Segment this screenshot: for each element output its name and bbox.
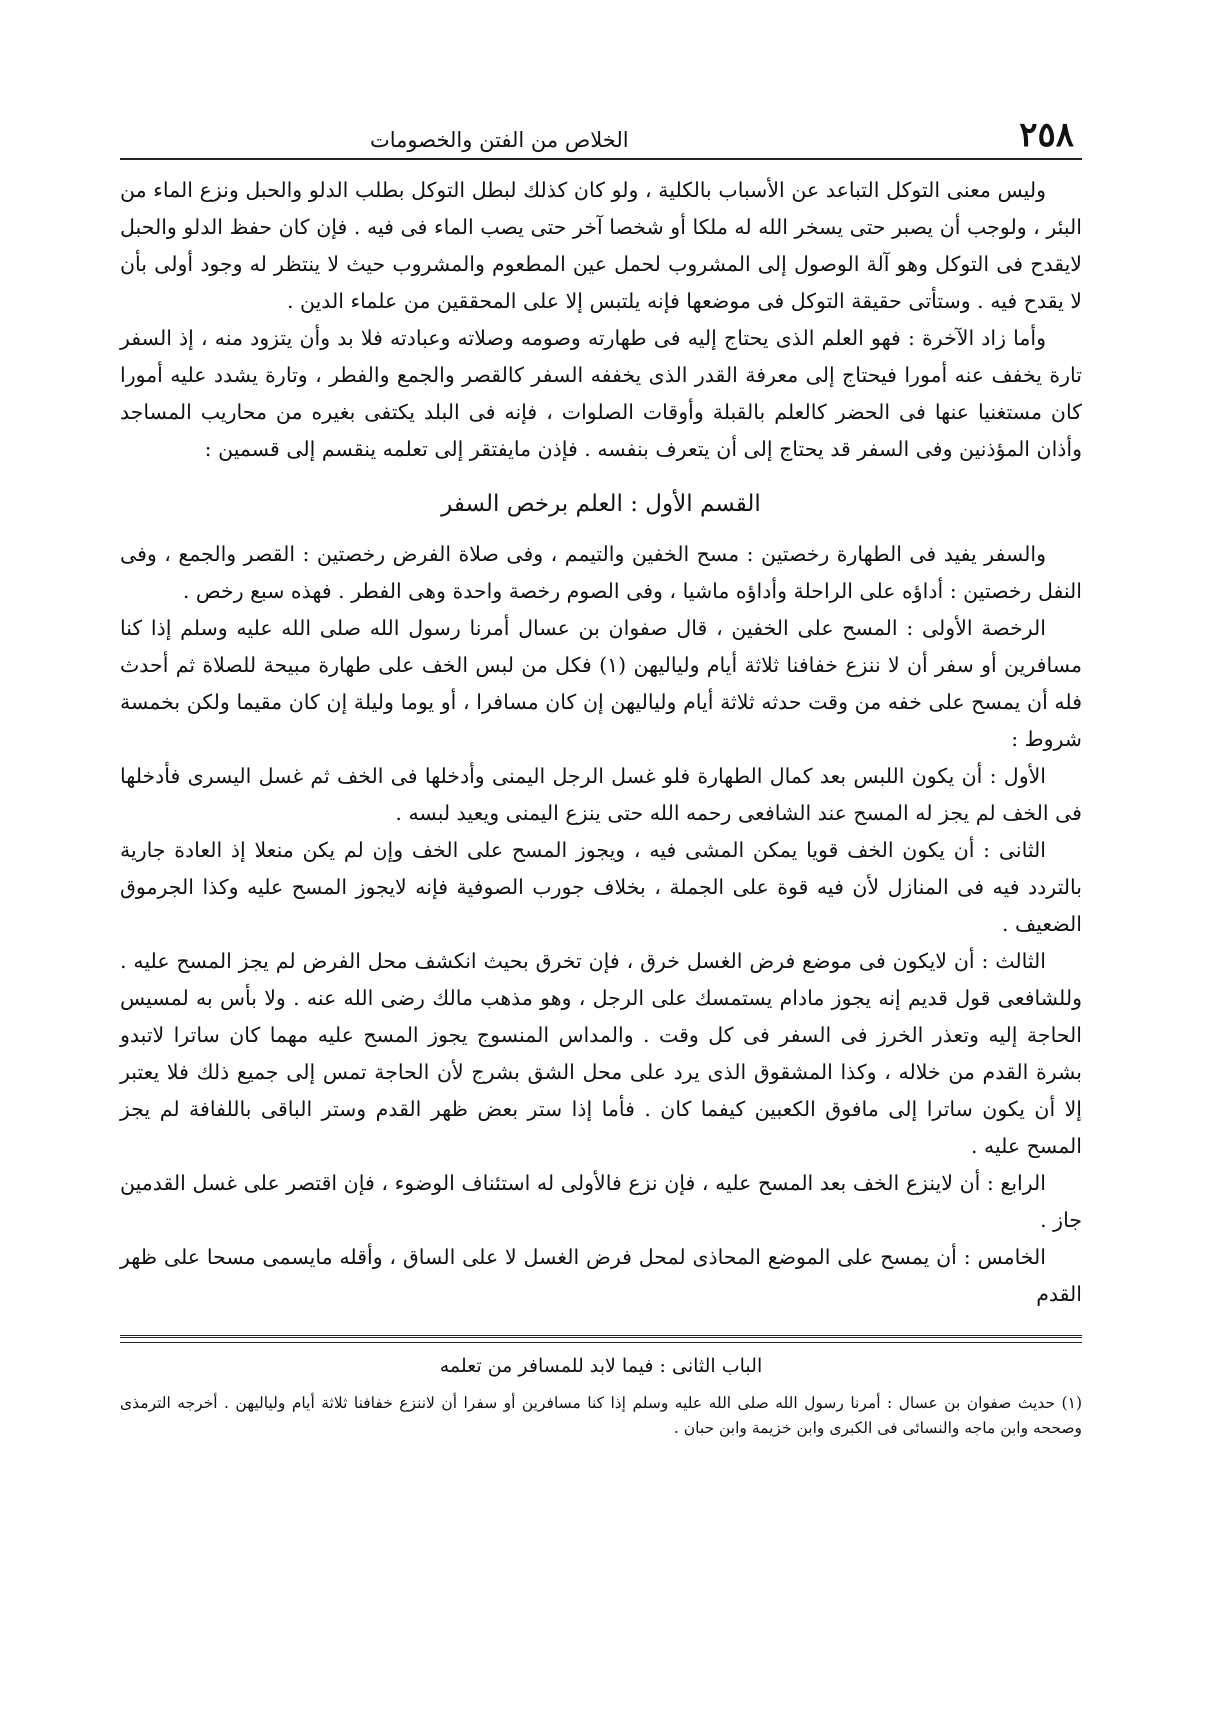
paragraph: وأما زاد الآخرة : فهو العلم الذى يحتاج إليه فى طهارته وصومه وصلاته وعبادته فلا بد وأن يتزود منه ، إذ السفر تارة يخفف عنه أمورا فيحتاج إلى معرفة القدر الذى يخففه السفر كالقصر والجمع والفطر ، وتارة يشدد عليه أمورا كان مستغنيا عنها فى الحضر كالعلم بالقبلة وأوقات الصلوات ، فإنه فى البلد يكتفى بغيره من محاريب المساجد وأذان المؤذنين وفى السفر قد يحتاج إلى أن يتعرف بنفسه . فإذن مايفتقر إلى تعلمه ينقسم إلى قسمين : bbox=[120, 326, 1082, 461]
footer-divider bbox=[120, 1335, 1082, 1343]
footnote: (١) حديث صفوان بن عسال : أمرنا رسول الله صلى الله عليه وسلم إذا كنا مسافرين أو سفرا أن لاننزع خفافنا ثلاثة أيام ولياليهن . أخرجه الترمذى وصححه وابن ماجه والنسائى فى الكبرى وابن خزيمة وابن حبان . bbox=[120, 1394, 1082, 1437]
paragraph: والسفر يفيد فى الطهارة رخصتين : مسح الخفين والتيمم ، وفى صلاة الفرض رخصتين : القصر والجمع ، وفى النفل رخصتين : أداؤه على الراحلة وأداؤه ماشيا ، وفى الصوم رخصة واحدة وهى الفطر . فهذه سبع رخص . bbox=[120, 542, 1082, 603]
paragraph: الثالث : أن لايكون فى موضع فرض الغسل خرق ، فإن تخرق بحيث انكشف محل الفرض لم يجز المسح عليه . وللشافعى قول قديم إنه يجوز مادام يستمسك على الرجل ، وهو مذهب مالك رضى الله عنه . ولا بأس به لمسيس الحاجة إليه وتعذر الخرز فى السفر فى كل وقت . والمداس المنسوج يجوز المسح عليه مهما كان ساترا لاتبدو بشرة القدم من خلاله ، وكذا المشقوق الذى يرد على محل الشق بشرج لأن الحاجة تمس إلى جميع ذلك فلا يعتبر إلا أن يكون ساترا إلى مافوق الكعبين كيفما كان . فأما إذا ستر بعض ظهر القدم وستر الباقى باللفافة لم يجز المسح عليه . bbox=[120, 949, 1082, 1158]
paragraph: وليس معنى التوكل التباعد عن الأسباب بالكلية ، ولو كان كذلك لبطل التوكل بطلب الدلو والحبل ونزع الماء من البئر ، ولوجب أن يصبر حتى يسخر الله له ملكا أو شخصا آخر حتى يصب الماء فى فيه . فإن كان حفظ الدلو والحبل لايقدح فى التوكل وهو آلة الوصول إلى المشروب لحمل عين المطعوم والمشروب حيث لا ينتظر له وجود أولى بأن لا يقدح فيه . وستأتى حقيقة التوكل فى موضعها فإنه يلتبس إلا على المحققين من علماء الدين . bbox=[120, 178, 1082, 313]
running-title: الخلاص من الفتن والخصومات bbox=[370, 128, 629, 152]
paragraph: الرخصة الأولى : المسح على الخفين ، قال صفوان بن عسال أمرنا رسول الله صلى الله عليه وسلم إذا كنا مسافرين أو سفر أن لا ننزع خفافنا ثلاثة أيام ولياليهن (١) فكل من لبس الخف على طهارة مبيحة للصلاة ثم أحدث فله أن يمسح على خفه من وقت حدثه ثلاثة أيام ولياليهن إن كان مسافرا ، أو يوما وليلة إن كان مقيما ولكن بخمسة شروط : bbox=[120, 616, 1082, 751]
page-number: ٢٥٨ bbox=[1019, 115, 1074, 155]
paragraph: الأول : أن يكون اللبس بعد كمال الطهارة فلو غسل الرجل اليمنى وأدخلها فى الخف ثم غسل اليسرى فأدخلها فى الخف لم يجز له المسح عند الشافعى رحمه الله حتى ينزع اليمنى ويعيد لبسه . bbox=[120, 764, 1082, 825]
page-header bbox=[120, 115, 1082, 160]
document-page bbox=[120, 115, 1082, 1441]
paragraph: الرابع : أن لاينزع الخف بعد المسح عليه ، فإن نزع فالأولى له استئناف الوضوء ، فإن اقتصر على غسل القدمين جاز . bbox=[120, 1171, 1082, 1232]
chapter-label: الباب الثانى : فيما لابد للمسافر من تعلمه bbox=[439, 1355, 763, 1377]
paragraph: الخامس : أن يمسح على الموضع المحاذى لمحل فرض الغسل لا على الساق ، وأقله مايسمى مسحا على ظهر القدم bbox=[120, 1245, 1082, 1306]
section-heading: القسم الأول : العلم برخص السفر bbox=[441, 491, 761, 517]
paragraph: الثانى : أن يكون الخف قويا يمكن المشى فيه ، ويجوز المسح على الخف وإن لم يكن منعلا إذ العادة جارية بالتردد فيه فى المنازل لأن فيه قوة على الجملة ، بخلاف جورب الصوفية فإنه لايجوز المسح عليه وكذا الجرموق الضعيف . bbox=[120, 838, 1082, 936]
body-text bbox=[120, 172, 1082, 1313]
